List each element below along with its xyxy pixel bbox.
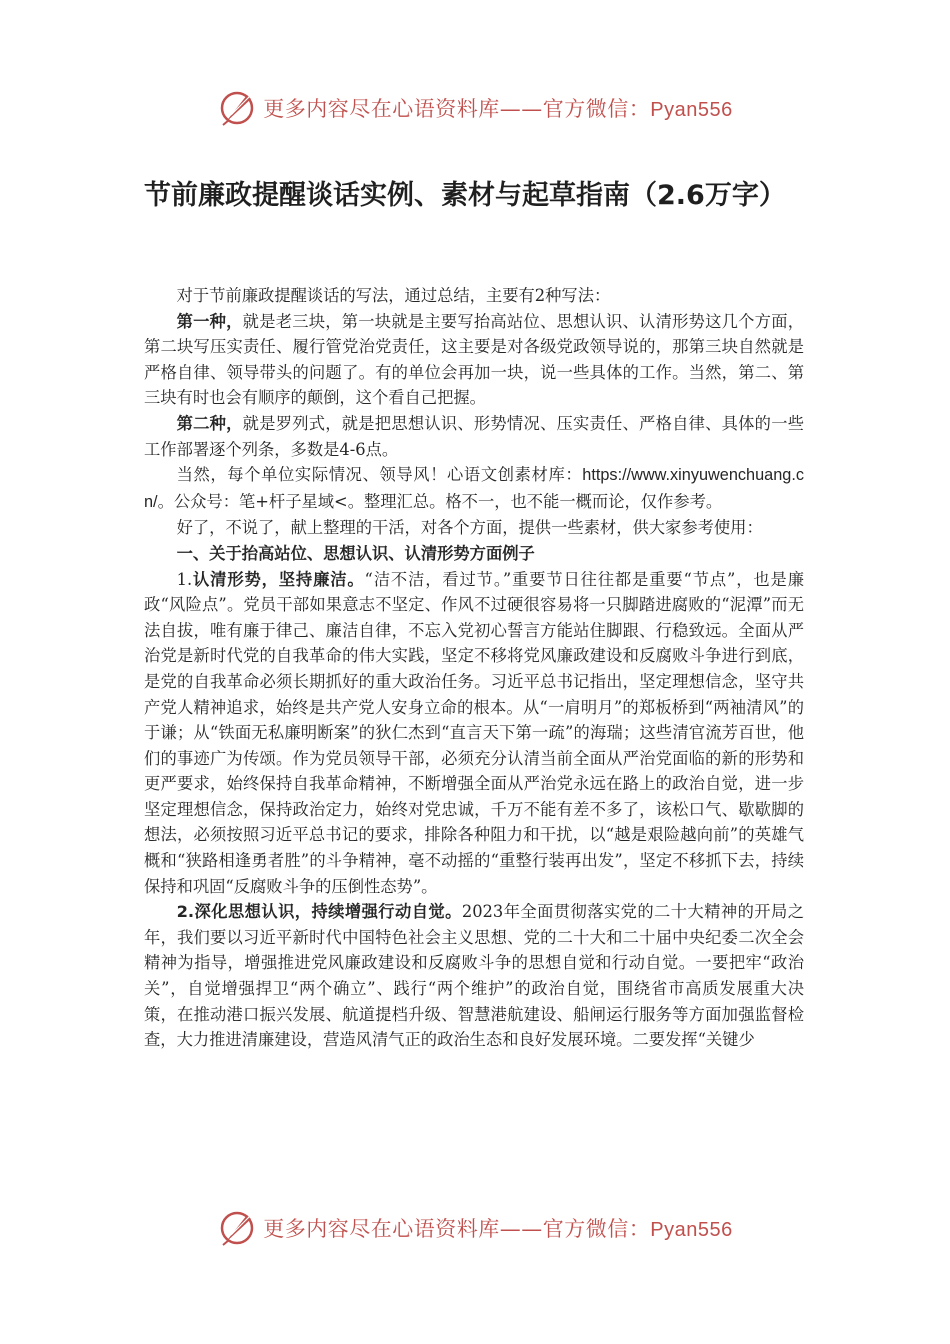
document-title: 节前廉政提醒谈话实例、素材与起草指南（2.6万字） xyxy=(144,180,786,211)
wechat-id: Pyan556 xyxy=(650,99,733,121)
document-body xyxy=(144,283,804,1053)
quill-pen-seal-icon xyxy=(217,87,259,129)
paragraph-note: 当然，每个单位实际情况、领导风！心语文创素材库：https://www.xinyuwenchuang.cn/。公众号：笔+杆子星域<。整理汇总。格不一，也不能一概而论，仅作参考。 xyxy=(144,465,804,511)
paragraph-item-2: 2.深化思想认识，持续增强行动自觉。2023年全面贯彻落实党的二十大精神的开局之年，我们要以习近平新时代中国特色社会主义思想、党的二十大和二十届中央纪委二次全会精神为指导，增强推进党风廉政建设和反腐败斗争的思想自觉和行动自觉。一要把牢“政治关”，自觉增强捍卫“两个确立”、践行“两个维护”的政治自觉，围绕省市高质发展重大决策，在推动港口振兴发展、航道提档升级、智慧港航建设、船闸运行服务等方面加强监督检查，大力推进清廉建设，营造风清气正的政治生态和良好发展环境。二要发挥“关键少 xyxy=(144,902,804,1050)
section-heading: 一、关于抬高站位、思想认识、认清形势方面例子 xyxy=(176,543,535,563)
paragraph-method-two: 第二种，就是罗列式，就是把思想认识、形势情况、压实责任、严格自律、具体的一些工作部署逐个列条，多数是4-6点。 xyxy=(144,413,804,459)
header-banner xyxy=(0,80,950,136)
website-link[interactable]: https://www.xinyuwenchuang.cn/ xyxy=(144,466,804,511)
paragraph-item-1: 1.认清形势，坚持廉洁。“洁不洁，看过节。”重要节日往往都是重要“节点”，也是廉政“风险点”。党员干部如果意志不坚定、作风不过硬很容易将一只脚踏进腐败的“泥潭”而无法自拔，唯有廉于律己、廉洁自律，不忘入党初心誓言方能站住脚跟、行稳致远。全面从严治党是新时代党的自我革命的伟大实践，坚定不移将党风廉政建设和反腐败斗争进行到底，是党的自我革命必须长期抓好的重大政治任务。习近平总书记指出，坚定理想信念，坚守共产党人精神追求，始终是共产党人安身立命的根本。从“一肩明月”的郑板桥到“两袖清风”的于谦；从“铁面无私廉明断案”的狄仁杰到“直言天下第一疏”的海瑞；这些清官流芳百世，他们的事迹广为传颂。作为党员领导干部，必须充分认清当前全面从严治党面临的新的形势和更严要求，始终保持自我革命精神，不断增强全面从严治党永远在路上的政治自觉，进一步坚定理想信念，保持政治定力，始终对党忠诚，千万不能有差不多了，该松口气、歇歇脚的想法，必须按照习近平总书记的要求，排除各种阻力和干扰，以“越是艰险越向前”的英雄气概和“狭路相逢勇者胜”的斗争精神，毫不动摇的“重整行装再出发”，坚定不移抓下去，持续保持和巩固“反腐败斗争的压倒性态势”。 xyxy=(144,569,804,896)
paragraph-offer: 好了，不说了，献上整理的干活，对各个方面，提供一些素材，供大家参考使用： xyxy=(176,518,763,538)
paragraph-intro: 对于节前廉政提醒谈话的写法，通过总结，主要有2种写法： xyxy=(176,286,611,305)
footer-banner-text: 更多内容尽在心语资料库——官方微信：Pyan556 xyxy=(263,1217,733,1241)
wechat-id: Pyan556 xyxy=(650,1219,733,1241)
quill-pen-seal-icon xyxy=(217,1207,259,1249)
header-banner-text: 更多内容尽在心语资料库——官方微信：Pyan556 xyxy=(263,97,733,121)
paragraph-method-one: 第一种，就是老三块，第一块就是主要写抬高站位、思想认识、认清形势这几个方面，第二块写压实责任、履行管党治党责任，这主要是对各级党政领导说的，那第三块自然就是严格自律、领导带头的问题了。有的单位会再加一块，说一些具体的工作。当然，第二、第三块有时也会有顺序的颠倒，这个看自己把握。 xyxy=(144,311,804,408)
footer-banner xyxy=(0,1200,950,1256)
